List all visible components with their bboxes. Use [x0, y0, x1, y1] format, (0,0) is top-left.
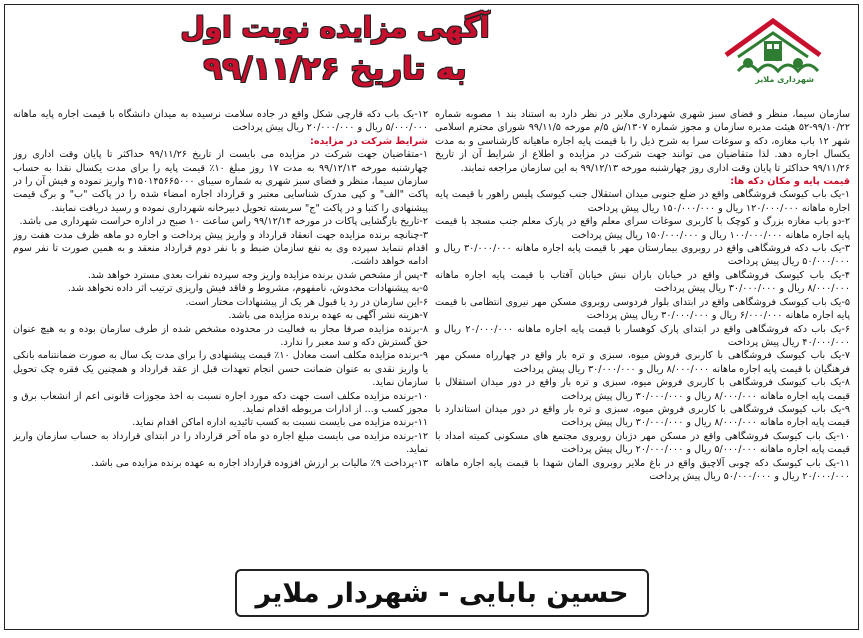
kiosk-item-7: ۷-یک باب کیوسک فروشگاهی با کاربری فروش میوه، سبزی و تره بار واقع در چهارراه مسکن مهر فرهنگیان با قیمت پایه اجاره ماهانه ۸/۰۰۰/۰۰۰ ریال و ۳۰/۰۰۰/۰۰۰ ریال پیش پرداخت [435, 350, 850, 375]
kiosk-item-8: ۸-یک باب کیوسک فروشگاهی با کاربری فروش میوه، سبزی و تره بار واقع در دور میدان استقلال با قیمت پایه اجاره ماهانه ۸/۰۰۰/۰۰۰ ریال و ۳۰/۰۰۰/۰۰۰ ریال پیش پرداخت [435, 377, 850, 402]
condition-7: ۷-هزینه نشر آگهی به عهده برنده مزایده می باشد. [228, 310, 428, 322]
kiosk-item-6: ۶-یک باب دکه فروشگاهی واقع در ابتدای پارک کوهسار با قیمت پایه اجاره ماهانه ۲۰/۰۰۰/۰۰۰ ریال و ۴۰/۰۰۰/۰۰۰ ریال پیش پرداخت [435, 323, 850, 348]
header [5, 5, 858, 103]
condition-4: ۴-پس از مشخص شدن برنده مزایده واریز وجه سپرده نفرات بعدی مسترد خواهد شد. [87, 269, 428, 281]
kiosk-item-10: ۱۰-یک باب کیوسک فروشگاهی واقع در مسکن مهر دژبان روبروی مجتمع های مسکونی کمیته امداد با قیمت پایه اجاره ماهانه ۵/۰۰۰/۰۰۰ ریال و ۲۰/۰۰۰/۰۰۰ ریال پیش پرداخت [435, 430, 850, 456]
mayor-signature: حسین بابایی - شهردار ملایر [255, 577, 629, 609]
kiosk-item-4: ۴-یک باب کیوسک فروشگاهی واقع در خیابان باران نبش خیابان آفتاب با قیمت پایه اجاره ماهانه ۸/۰۰۰/۰۰۰ ریال و ۳۰/۰۰۰/۰۰۰ ریال پیش پرداخت [435, 269, 850, 295]
kiosk-item-5: ۵-یک باب کیوسک فروشگاهی واقع در ابتدای بلوار فردوسی روبروی مسکن مهر نیروی انتظامی با قیمت پایه اجاره ماهانه ۶/۰۰۰/۰۰۰ ریال و ۳۰/۰۰۰/۰۰۰ ریال پیش پرداخت [435, 296, 850, 322]
conditions-heading: شرایط شرکت در مزایده: [309, 135, 428, 147]
kiosk-item-9: ۹-یک باب کیوسک فروشگاهی با کاربری فروش میوه، سبزی و تره بار واقع در دور میدان استاندارد با قیمت پایه اجاره ماهانه ۸/۰۰۰/۰۰۰ ریال و ۳۰/۰۰۰/۰۰۰ ریال پیش پرداخت [435, 403, 850, 429]
right-column [435, 108, 850, 563]
condition-1: ۱-متقاضیان جهت شرکت در مزایده می بایست از تاریخ ۹۹/۱۱/۲۶ حداکثر تا پایان وقت اداری روز چهارشنبه مورخه ۹۹/۱۲/۱۳ به مدت ۱۷ روز مبلغ ۱۰٪ قیمت پایه را برای مدت یکسال نقدا به حساب سازمان سیما، منظر و فضای سبز شهری به شماره سیبای ۴۱۵۰۱۴۵۶۶۵۰۰۰ واریز نموده و فیش آن را در پاکت "الف" و کپی مدرک شناسایی معتبر و قرارداد اجاره امضاء شده را در پاکت "ب" و برگ قیمت پیشنهادی را کتبا و در پاکت "ج" سربسته تحویل دبیرخانه شهرداری نموده و رسید دریافت نمایند. [13, 149, 428, 214]
condition-9: ۹-برنده مزایده مکلف است معادل ۱۰٪ قیمت پیشنهادی را برای مدت یک سال به صورت ضمانتنامه بانکی یا واریز نقدی به عنوان ضمانت حسن انجام تعهدات قبل از عقد قرارداد و همچنین یک فقره چک تحویل سازمان نماید. [13, 350, 428, 389]
signature-box [235, 569, 649, 617]
condition-11: ۱۱-برنده مزایده می بایست نسبت به کسب تائیدیه اداره اماکن اقدام نماید. [132, 417, 428, 429]
left-column [13, 108, 428, 563]
title-line-1: آگهی مزایده نوبت اول [180, 11, 490, 44]
condition-8: ۸-برنده مزایده صرفا مجاز به فعالیت در محدوده مشخص شده از طرف سازمان بوده و به هیچ عنوان حق گسترش دکه و سد معبر را ندارد. [13, 323, 428, 348]
condition-5: ۵-به پیشنهادات مخدوش، نامفهوم، مشروط و فاقد فیش واریزی ترتیب اثر داده نخواهد شد. [67, 283, 428, 295]
intro-paragraph: سازمان سیما، منظر و فضای سبز شهری شهرداری ملایر در نظر دارد به استناد بند ۱ مصوبه شماره ۹۹/۱۰/۲۲-۵۲ هیئت مدیره سازمان و مجوز شماره ۱۳۰۷/ش ۵/م مورخه ۹۹/۱۱/۵ شورای محترم اسلامی شهر ۱۲ باب مغازه، دکه و سوغات سرا به شرح ذیل را با قیمت پایه اجاره ماهیانه کارشناسی و به مدت یکسال اجاره دهد. لذا متقاضیان می توانند جهت شرکت در مزایده و اطلاع از شرایط آن از تاریخ ۹۹/۱۱/۲۶ حداکثر تا پایان وقت اداری روز چهارشنبه مورخه ۹۹/۱۲/۱۳ به این سازمان مراجعه نمایند. [435, 109, 850, 174]
condition-6: ۶-این سازمان در رد یا قبول هر یک از پیشنهادات مختار است. [185, 296, 428, 308]
kiosk-item-11: ۱۱-یک باب کیوسک دکه چوبی آلاچیق واقع در باغ ملایر روبروی المان شهدا با قیمت پایه اجاره ماهانه ۲۰/۰۰۰/۰۰۰ ریال و ۵۰/۰۰۰/۰۰۰ ریال پیش پرداخت [435, 457, 850, 482]
condition-13: ۱۳-پرداخت ۹٪ مالیات بر ارزش افزوده قرارداد اجاره به عهده برنده مزایده می باشد. [91, 457, 428, 469]
title-line-2: به تاریخ ۹۹/۱۱/۲۶ [203, 51, 467, 87]
condition-10: ۱۰-برنده مزایده مکلف است جهت دکه مورد اجاره نسبت به اخذ مجوزات قانونی اعم از انشعاب برق و مجوز کسب و... از ادارات مربوطه اقدام نماید. [13, 390, 428, 415]
condition-2: ۲-تاریخ بازگشایی پاکات در مورخه ۹۹/۱۲/۱۴ راس ساعت ۱۰ صبح در اداره حراست شهرداری می باشد. [19, 216, 428, 228]
prices-heading: قیمت پایه و مکان دکه ها: [730, 176, 850, 188]
advertisement-page [4, 4, 859, 630]
condition-3: ۳-چنانچه برنده مزایده جهت انعقاد قرارداد و واریز پیش پرداخت و اجاره دو ماهه ظرف مدت هفت روز اقدام ننماید سپرده وی به نفع سازمان ضبط و با نفر دوم قرارداد منعقد و به همین صورت تا نفر سوم ادامه خواهد داشت. [13, 229, 428, 268]
condition-12: ۱۲-برنده مزایده می بایست مبلغ اجاره دو ماه آخر قرارداد را در ابتدای قرارداد به حساب سازمان واریز نماید. [13, 430, 428, 456]
kiosk-item-1: ۱-یک باب کیوسک فروشگاهی واقع در ضلع جنوبی میدان استقلال جنب کیوسک پلیس راهور با قیمت پایه اجاره ماهانه ۱۲۰/۰۰۰/۰۰۰ ریال و ۱۵۰/۰۰۰/۰۰۰ ریال پیش پرداخت [435, 189, 850, 214]
municipality-logo-icon [718, 11, 828, 99]
kiosk-item-12: ۱۲-یک باب دکه قارچی شکل واقع در جاده سلامت نرسیده به میدان دانشگاه با قیمت اجاره پایه ماهانه ۵/۰۰۰/۰۰۰ ریال و ۲۰/۰۰۰/۰۰۰ ریال پیش پرداخت [13, 109, 428, 134]
kiosk-item-3: ۳-یک باب دکه فروشگاهی واقع در روبروی بیمارستان مهر با قیمت پایه اجاره ماهانه ۳۰/۰۰۰/۰۰۰ ریال و ۵۰/۰۰۰/۰۰۰ ریال پیش پرداخت [435, 243, 850, 268]
logo-text: شهرداری ملایر [755, 75, 814, 84]
kiosk-item-2: ۲-دو باب مغازه بزرگ و کوچک با کاربری سوغات سرای معلم واقع در پارک معلم جنب مسجد با قیمت پایه اجاره ماهانه ۱۰۰/۰۰۰/۰۰۰ ریال و ۱۵۰/۰۰۰/۰۰۰ ریال پیش پرداخت [435, 216, 850, 241]
